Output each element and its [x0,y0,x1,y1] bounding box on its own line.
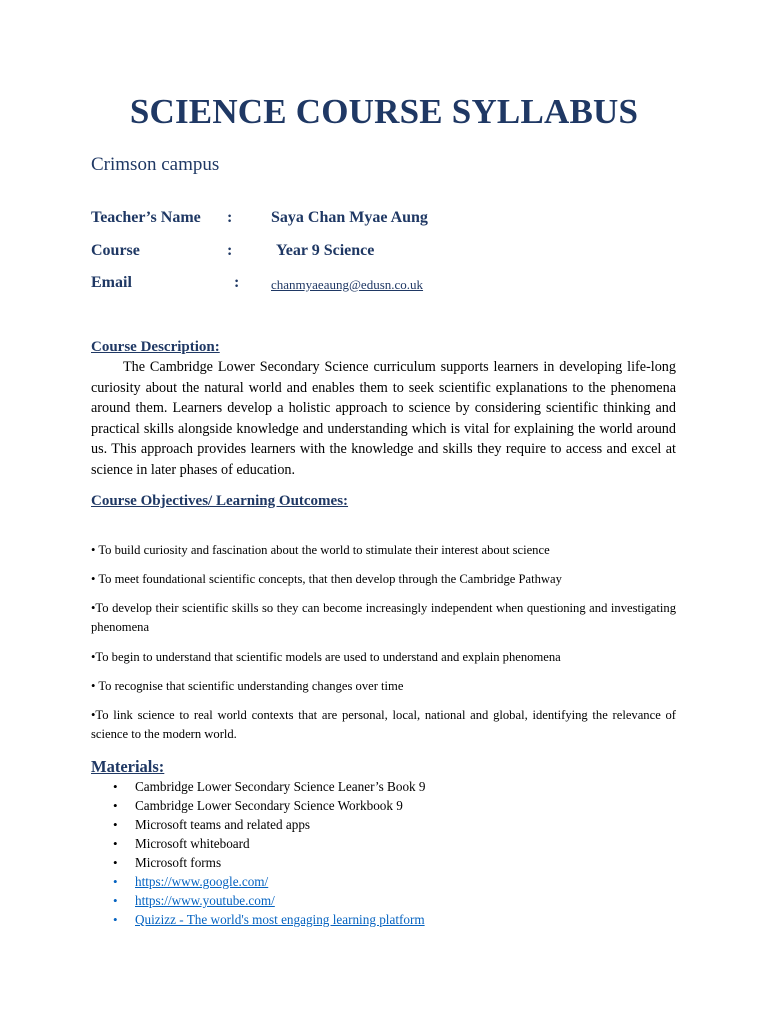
objective-item: • To build curiosity and fascination about the world to stimulate their interest about science [91,543,550,557]
material-item [91,853,691,872]
email-label: Email [91,274,132,291]
material-label: Microsoft teams and related apps [135,817,311,832]
objective-item: •To begin to understand that scientific models are used to understand and explain phenomena [91,650,561,664]
youtube-link[interactable]: https://www.youtube.com/ [135,893,275,908]
material-link-google[interactable] [91,872,691,891]
material-item [91,777,691,796]
bullet-icon: • [113,798,118,813]
page-title: SCIENCE COURSE SYLLABUS [129,92,639,131]
material-item [91,834,691,853]
bullet-icon: • [113,893,118,908]
bullet-icon: • [113,855,118,870]
bullet-icon: • [113,912,118,927]
quizizz-link[interactable]: Quizizz - The world's most engaging learning platform [135,912,425,927]
course-value: Year 9 Science [276,242,375,259]
objective-item: • To recognise that scientific understanding changes over time [91,679,404,693]
email-link[interactable]: chanmyaeaung@edusn.co.uk [271,277,424,292]
material-label: Microsoft whiteboard [135,836,250,851]
material-item [91,815,691,834]
material-label: Cambridge Lower Secondary Science Workbook 9 [135,798,403,813]
course-objectives-heading: Course Objectives/ Learning Outcomes: [91,493,349,509]
google-link[interactable]: https://www.google.com/ [135,874,269,889]
bullet-icon: • [113,779,118,794]
material-label: Cambridge Lower Secondary Science Leaner’s Book 9 [135,779,426,794]
teacher-value: Saya Chan Myae Aung [271,209,428,226]
objective-item: •To develop their scientific skills so they can become increasingly independent when questioning and investigating phenomena [91,601,676,634]
bullet-icon: • [113,817,118,832]
teacher-label: Teacher’s Name [91,209,201,226]
teacher-colon: : [227,209,233,226]
bullet-icon: • [113,836,118,851]
course-label: Course [91,242,140,259]
material-item [91,796,691,815]
course-description-text: The Cambridge Lower Secondary Science curriculum supports learners in developing life-long curiosity about the natural world and enables them to seek scientific explanations to the phenomena around them. Learners develop a holistic approach to science by considering scientific thinking and practical skills alongside knowledge and understanding which is vital for explaining the world around us. This approach provides learners with the knowledge and skills they require to access and excel at science in later phases of education. [91,359,676,478]
bullet-icon: • [113,874,118,889]
materials-heading: Materials: [91,757,165,776]
material-link-quizizz[interactable] [91,910,691,929]
course-colon: : [227,242,233,259]
materials-list [91,777,691,929]
material-link-youtube[interactable] [91,891,691,910]
campus-name: Crimson campus [91,154,220,175]
objective-item: •To link science to real world contexts that are personal, local, national and global, identifying the relevance of science to the modern world. [91,708,676,741]
email-colon: : [234,274,240,291]
objective-item: • To meet foundational scientific concepts, that then develop through the Cambridge Pathway [91,572,562,586]
course-description-heading: Course Description: [91,339,220,355]
material-label: Microsoft forms [135,855,222,870]
